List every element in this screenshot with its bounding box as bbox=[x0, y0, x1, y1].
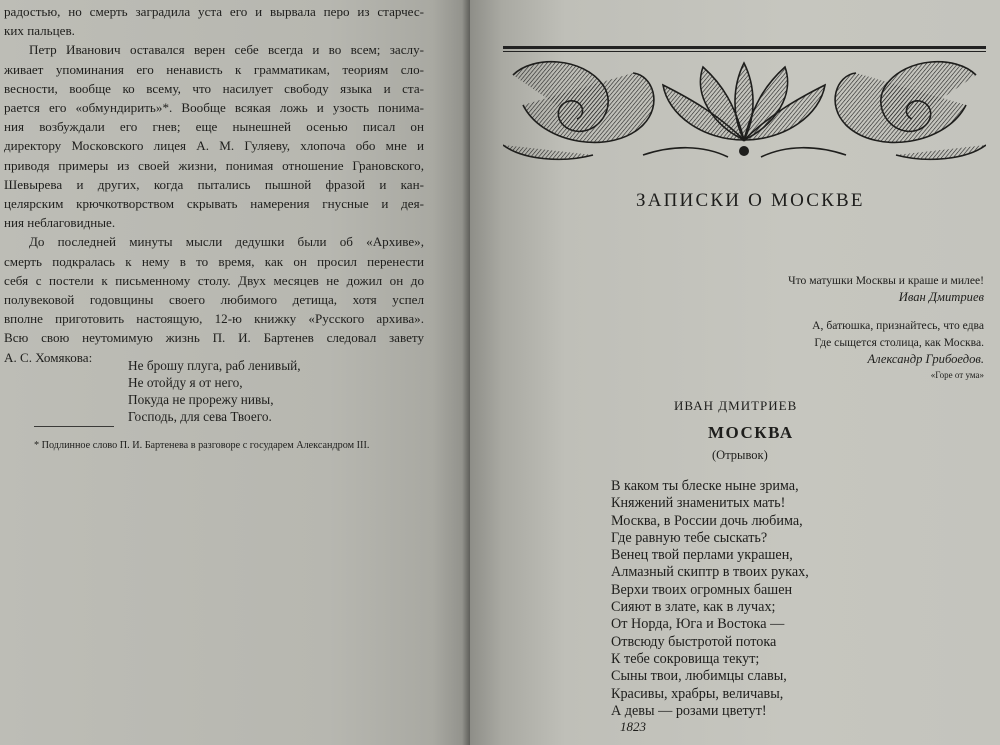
body-line: вполне приготовить настоящую, 12-ю книжку «Русского архива». bbox=[4, 311, 424, 327]
body-line: смерть подкралась к нему в то время, как он просил перенести bbox=[4, 253, 424, 269]
body-line: живает упоминания его ненависть к грамматикам, теориям сло- bbox=[4, 61, 424, 77]
poem-subtitle: (Отрывок) bbox=[712, 448, 768, 462]
verse-line: Господь, для сева Твоего. bbox=[128, 409, 272, 424]
body-line: радостью, но смерть заградила уста его и вырвала перо из старчес- bbox=[4, 4, 424, 19]
verse-line: Отвсюду быстротой потока bbox=[611, 633, 777, 650]
verse-line: А девы — розами цветут! bbox=[611, 702, 767, 719]
epigraph-author: Александр Грибоедов. bbox=[867, 352, 984, 366]
verse-line: Москва, в России дочь любима, bbox=[611, 512, 803, 529]
left-body-text bbox=[4, 2, 424, 367]
body-line: себя с постели к письменному столу. Двух месяцев не дожил он до bbox=[4, 272, 424, 288]
body-line: Всю свою неутомимую жизнь П. И. Бартенев следовал завету bbox=[4, 330, 424, 346]
body-line: весности, вообще ко всему, что насилует свободу языка и ста- bbox=[4, 80, 424, 96]
verse-line: От Норда, Юга и Востока — bbox=[611, 616, 785, 633]
ornamental-headpiece bbox=[503, 45, 986, 163]
footnote: * Подлинное слово П. И. Бартенева в разговоре с государем Александром III. bbox=[34, 440, 370, 451]
verse-line: Покуда не прорежу нивы, bbox=[128, 392, 274, 407]
verse-line: Где равную тебе сыскать? bbox=[611, 529, 768, 546]
body-line: директору Московского лицея А. М. Гуляеву, хлопоча обо мне и bbox=[4, 138, 424, 154]
body-line: До последней минуты мысли дедушки были об «Архиве», bbox=[29, 234, 424, 250]
body-line: полувековой годовщины своего любимого детища, хотя успел bbox=[4, 292, 424, 308]
epigraph-author: Иван Дмитриев bbox=[898, 290, 984, 304]
body-line: ких пальцев. bbox=[4, 23, 75, 39]
body-line: Петр Иванович оставался верен себе всегда и во всем; заслу- bbox=[29, 42, 424, 58]
poem-year: 1823 bbox=[620, 719, 646, 734]
khomyakov-quote-poem bbox=[128, 357, 301, 425]
body-line: целярским крючкотворством скрывать намерения гнусные и дея- bbox=[4, 196, 424, 212]
left-page bbox=[0, 0, 470, 745]
epigraph-source: «Горе от ума» bbox=[930, 370, 984, 380]
epigraph-line: Что матушки Москвы и краше и милее! bbox=[788, 274, 984, 287]
footnote-rule bbox=[34, 426, 114, 427]
section-title: ЗАПИСКИ О МОСКВЕ bbox=[636, 190, 865, 211]
verse-line: Сыны твои, любимцы славы, bbox=[611, 668, 787, 685]
poem-author: ИВАН ДМИТРИЕВ bbox=[674, 398, 798, 413]
verse-line: Не отойду я от него, bbox=[128, 375, 243, 390]
body-line: рается его «обмундирить»*. Вообще всякая ложь и узость понима- bbox=[4, 100, 424, 116]
moscow-poem bbox=[611, 478, 809, 720]
epigraph-line: Где сыщется столица, как Москва. bbox=[814, 336, 984, 349]
body-line: Шевырева и других, когда пытались пышной фразой и кан- bbox=[4, 176, 424, 192]
verse-line: Не брошу плуга, раб ленивый, bbox=[128, 358, 301, 373]
verse-line: Сияют в злате, как в лучах; bbox=[611, 599, 776, 616]
body-line: приводя примеры из своей жизни, понимая отношение Грановского, bbox=[4, 157, 424, 173]
verse-line: Верхи твоих огромных башен bbox=[611, 581, 793, 598]
verse-line: Венец твой перлами украшен, bbox=[611, 547, 793, 564]
verse-line: Алмазный скиптр в твоих руках, bbox=[611, 564, 809, 581]
verse-line: К тебе сокровища текут; bbox=[611, 650, 760, 667]
epigraph-griboedov bbox=[812, 317, 984, 382]
body-line: ния возбуждали его гнев; еще нынешней осенью писал он bbox=[4, 119, 424, 135]
verse-line: Княжений знаменитых мать! bbox=[611, 495, 786, 512]
poem-title: МОСКВА bbox=[708, 423, 794, 442]
epigraph-line: А, батюшка, признайтесь, что едва bbox=[812, 319, 984, 332]
body-line: ния неблаговидные. bbox=[4, 215, 116, 231]
body-line: А. С. Хомякова: bbox=[4, 349, 93, 365]
verse-line: В каком ты блеске ныне зрима, bbox=[611, 478, 799, 494]
verse-line: Красивы, храбры, величавы, bbox=[611, 685, 784, 702]
epigraph-dmitriev bbox=[788, 272, 984, 306]
